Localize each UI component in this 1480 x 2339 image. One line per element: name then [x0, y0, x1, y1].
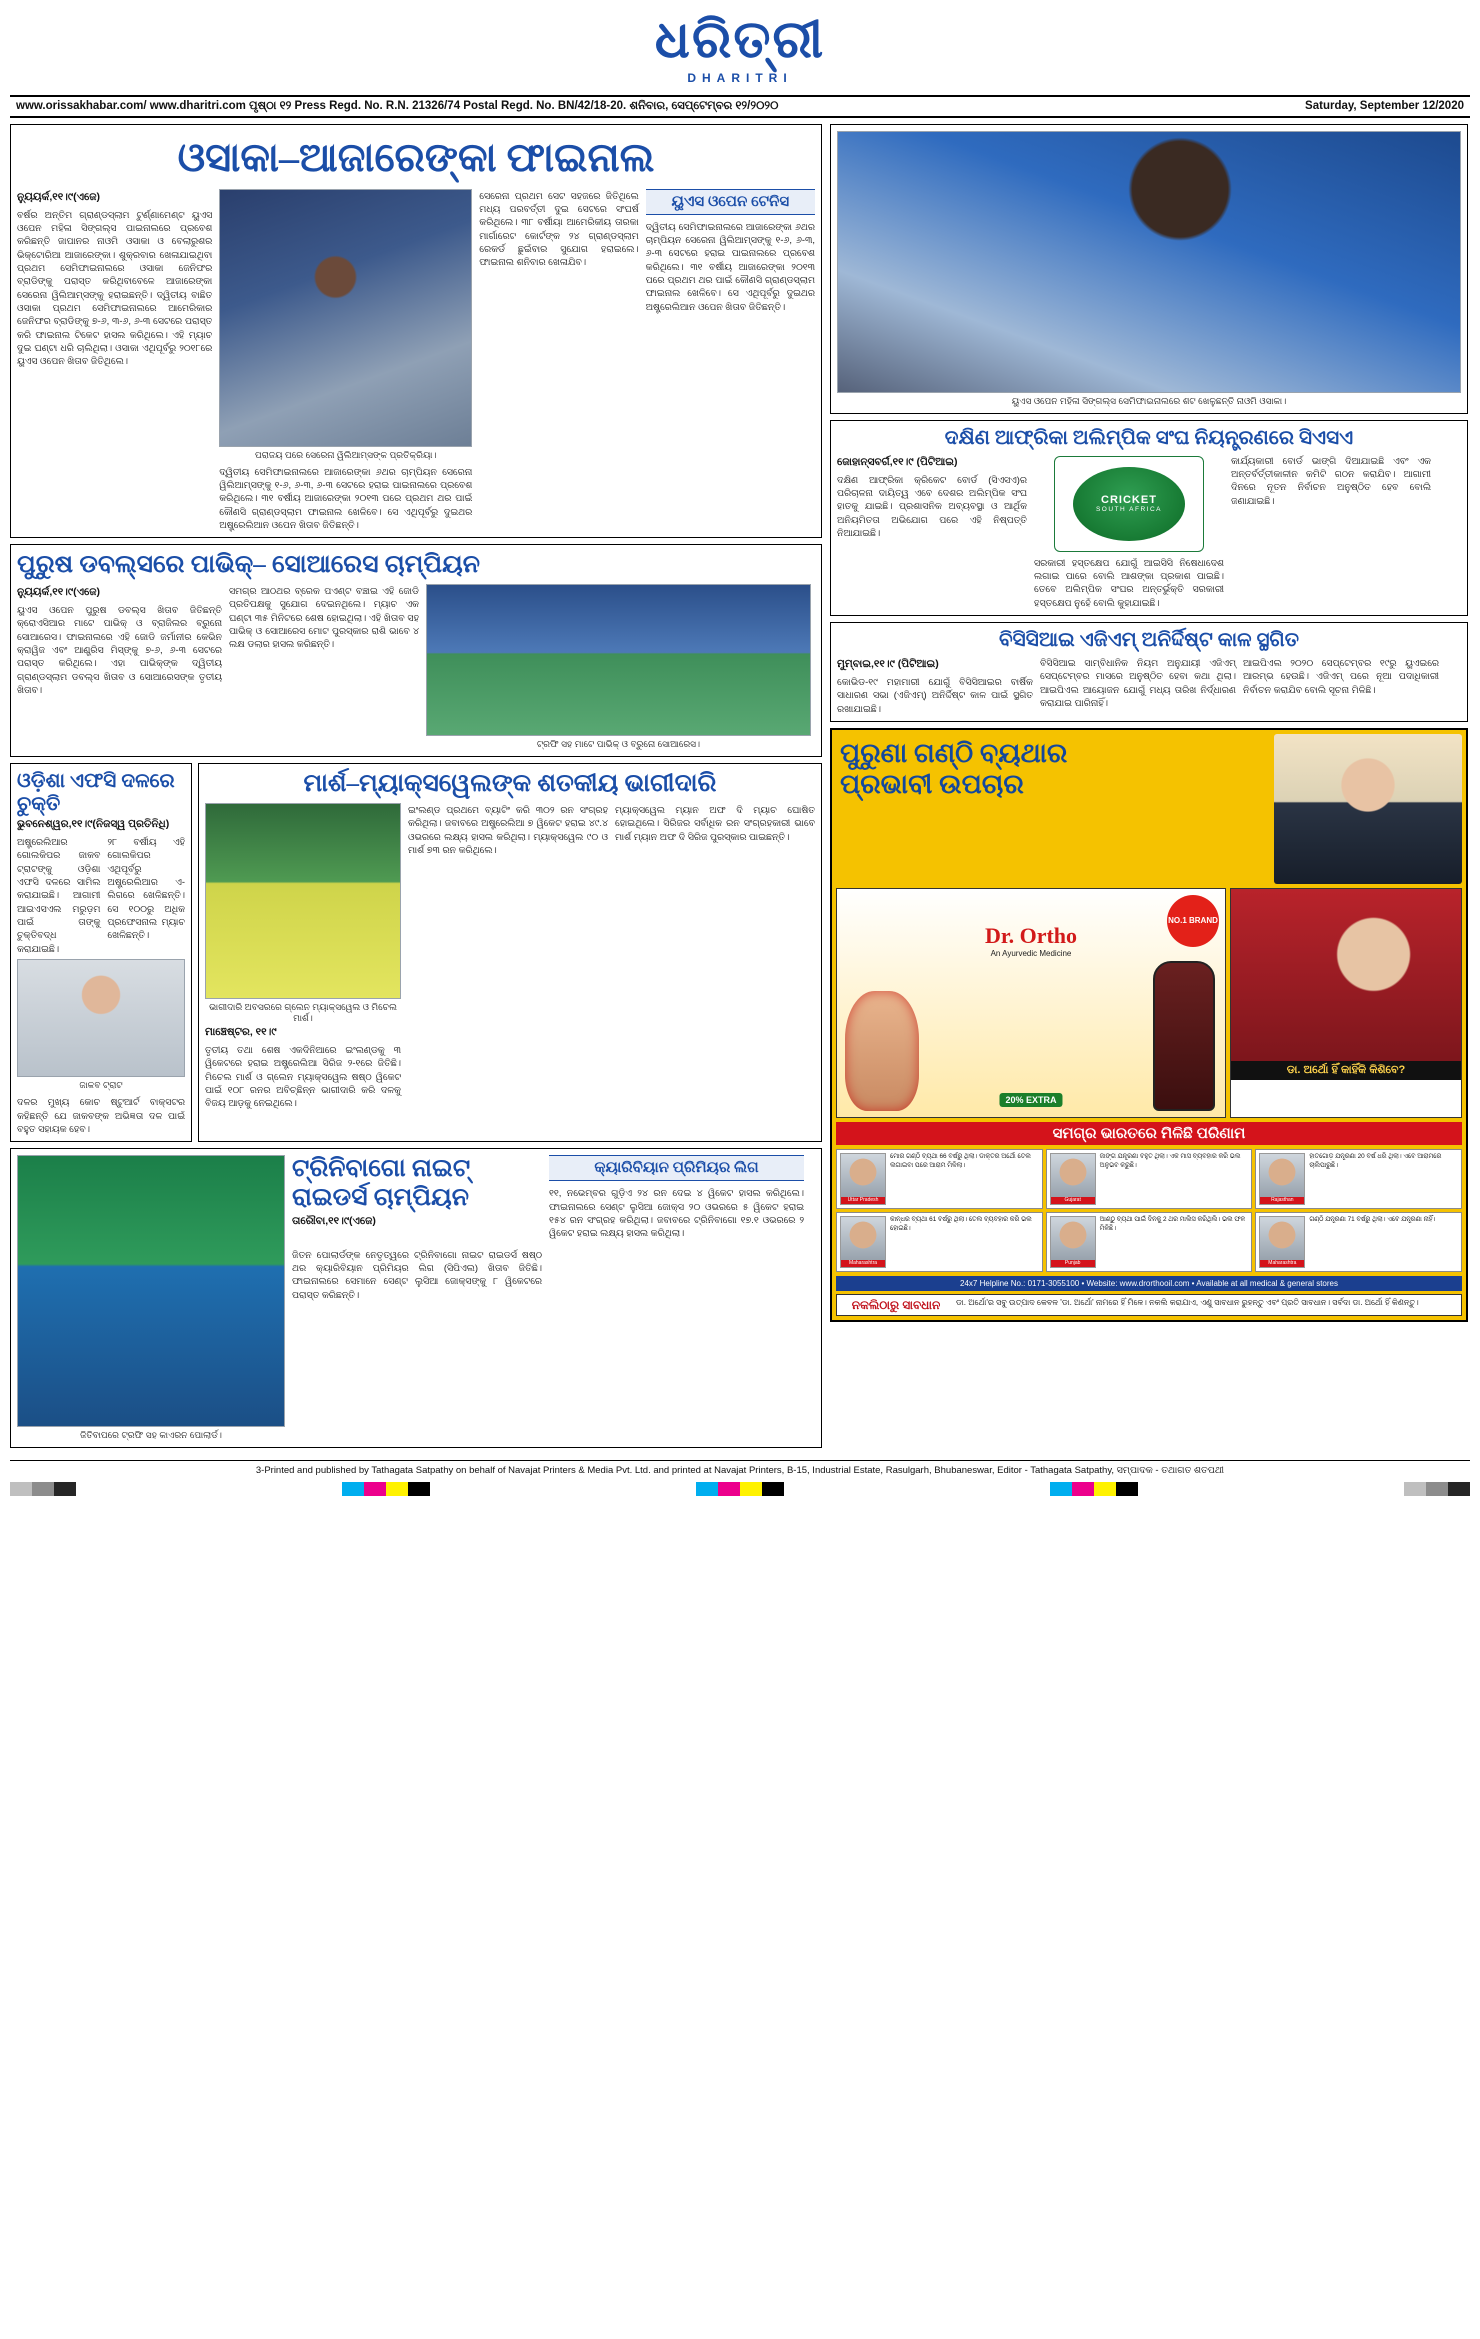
ad-header [836, 734, 1462, 884]
testimonial-state: Rajasthan [1260, 1197, 1304, 1205]
ad-no1-badge: NO.1 BRAND [1167, 895, 1219, 947]
south-africa-article [830, 420, 1468, 616]
ad-brand-subtitle: An Ayurvedic Medicine [990, 949, 1072, 958]
south-africa-column-1: ଦକ୍ଷିଣ ଆଫ୍ରିକା କ୍ରିକେଟ ବୋର୍ଡ (ସିଏସଏ)ର ପରିଚାଳନା ଦାୟିତ୍ୱ ଏବେ ଦେଶର ଅଲିମ୍ପିକ ସଂଘ ହାତକୁ ଯାଇଛି। ପ୍ରଶାସନିକ ଅବ୍ୟବସ୍ଥା ଓ ଆର୍ଥିକ ଅନିୟମିତତା ଅଭିଯୋଗ ପରେ ଏହି ନିଷ୍ପତ୍ତି ନିଆଯାଇଛି। [837, 473, 1027, 538]
testimonial-photo [1050, 1216, 1096, 1268]
ad-headline-line2: ପ୍ରଭାବୀ ଉପଚାର [840, 769, 1024, 800]
marsh-column-3: ମ୍ୟାକ୍ସୱେଲ ମ୍ୟାନ ଅଫ ଦି ମ୍ୟାଚ ଘୋଷିତ ହୋଇଥିଲେ। ସିରିଜର ସର୍ବାଧିକ ରନ ସଂଗ୍ରହକାରୀ ଭାବେ ମାର୍ଶ ମ୍ୟାନ ଅଫ ଦି ସିରିଜ ପୁରସ୍କାର ପାଇଛନ୍ତି। [615, 803, 815, 842]
color-bar-group [10, 1482, 76, 1496]
south-africa-dateline: ଜୋହାନ୍ସବର୍ଗ,୧୧।୯ (ପିଟିଆଇ) [837, 455, 958, 468]
doubles-article [10, 544, 822, 757]
color-bar-group [1404, 1482, 1470, 1496]
lead-dateline: ନ୍ୟୁୟର୍କ,୧୧।୯(ଏଜେ) [17, 190, 101, 203]
testimonial-item [836, 1212, 1043, 1272]
lead-column-2b: ଦ୍ୱିତୀୟ ସେମିଫାଇନାଲରେ ଆଜାରେଙ୍କା ୬ଥର ଚାମ୍ପିୟନ ସେରେନା ୱିଲିଆମ୍ସଙ୍କୁ ୧-୬, ୬-୩, ୬-୩ ସେଟରେ ହରାଇ ପାଇନାଲରେ ପ୍ରବେଶ କରିଥିଲେ। ୩୧ ବର୍ଷୀୟ ଆଜାରେଙ୍କା ୨୦୧୩ ପରେ ପ୍ରଥମ ଥର ପାଇଁ କୌଣସି ଗ୍ରାଣ୍ଡସ୍ଲାମ ଫାଇନାଲ ଖେଳିବେ। ସେ ଏଥିପୂର୍ବରୁ ଦୁଇଥର ଅଷ୍ଟ୍ରେଲିଆନ ଓପେନ ଖିତାବ ଜିତିଛନ୍ତି। [219, 465, 473, 530]
testimonial-state: Maharashtra [1260, 1260, 1304, 1268]
page-footer: 3-Printed and published by Tathagata Satpathy on behalf of Navajat Printers & Media Pvt. Ltd. and printed at Navajat Printers, B-15, Industrial Estate, Rasulgarh, Bhubaneswar, Editor - Tathagata Satpathy, ସମ୍ପାଦକ - ତଥାଗତ ଶତପଥୀ [10, 1460, 1470, 1478]
bcci-headline: ବିସିସିଆଇ ଏଜିଏମ୍ ଅନିର୍ଦ୍ଦିଷ୍ଟ କାଳ ସ୍ଥଗିତ [999, 628, 1299, 651]
odisha-photo-caption: ଜାକବ ଟ୍ରାଟ [79, 1080, 123, 1091]
testimonial-state: Uttar Pradesh [841, 1197, 885, 1205]
osaka-photo-block [830, 124, 1468, 414]
cpl-column-2: ୧୧, ନଭେମ୍ବର ଗୁଡ଼ିଏ ୨୪ ରନ ଦେଇ ୪ ୱିକେଟ ହାସଲ କରିଥିଲେ। ଫାଇନାଲରେ ସେଣ୍ଟ ଲୁସିଆ ଜୋକ୍ସ ୨୦ ଓଭରରେ ୫ ୱିକେଟ ହରାଇ ୧୫୪ ରନ ସଂଗ୍ରହ କରିଥିଲା। ଜବାବରେ ଟ୍ରିନିବାଗୋ ୧୭.୧ ଓଭରରେ ୨ ୱିକେଟ ହରାଇ ଲକ୍ଷ୍ୟ ହାସଲ କରିଥିଲା। [549, 1187, 804, 1239]
masthead-logo-subtitle: DHARITRI [687, 70, 793, 85]
masthead-logo: ଧରିତ୍ରୀ [654, 12, 826, 69]
marsh-column-1: ତୃତୀୟ ତଥା ଶେଷ ଏକଦିନିଆରେ ଇଂଲଣ୍ଡକୁ ୩ ୱିକେଟରେ ହରାଇ ଅଷ୍ଟ୍ରେଲିଆ ସିରିଜ ୨-୧ରେ ଜିତିଛି। ମିଚେଲ ମାର୍ଶ ଓ ଗ୍ଲେନ ମ୍ୟାକ୍ସୱେଲ ଷଷ୍ଠ ୱିକେଟ ପାଇଁ ୧୦୮ ରନର ଅବିଚ୍ଛିନ୍ନ ଭାଗୀଦାରି କରି ଦଳକୁ ବିଜୟ ଆଡ଼କୁ ନେଇଥିଲେ। [205, 1043, 401, 1109]
marsh-headline: ମାର୍ଶ–ମ୍ୟାକ୍ସୱେଲଙ୍କ ଶତକୀୟ ଭାଗୀଦାରି [303, 770, 717, 798]
ad-product-pack [836, 888, 1226, 1118]
marsh-article [198, 763, 822, 1142]
lead-headline: ଓସାକା–ଆଜାରେଙ୍କା ଫାଇନାଲ [177, 134, 655, 180]
lead-photo-caption: ପରାଜୟ ପରେ ସେରେନା ୱିଲିଆମ୍ସଙ୍କ ପ୍ରତିକ୍ରିୟା। [254, 449, 437, 460]
testimonial-item [836, 1149, 1043, 1209]
osaka-photo-caption: ୟୁଏସ ଓପେନ ମହିଳା ସିଙ୍ଗଲ୍ସ ସେମିଫାଇନାଲରେ ଶଟ ଖେଳୁଛନ୍ତି ନାଓମି ଓସାକା। [1011, 395, 1287, 406]
bcci-column-1: କୋଭିଡ-୧୯ ମହାମାରୀ ଯୋଗୁଁ ବିସିସିଆଇର ବାର୍ଷିକ ସାଧାରଣ ସଭା (ଏଜିଏମ୍) ଅନିର୍ଦ୍ଦିଷ୍ଟ କାଳ ପାଇଁ ସ୍ଥଗିତ ରଖାଯାଇଛି। [837, 675, 1033, 714]
osaka-photo [837, 131, 1461, 393]
odisha-column-2: ୨୮ ବର୍ଷୀୟ ଏହି ଗୋଲକିପର ଏଥିପୂର୍ବରୁ ଅଷ୍ଟ୍ରେଲିଆର ଏ-ଲିଗରେ ଖେଳିଛନ୍ତି। ସେ ୧୦୦ରୁ ଅଧିକ ପ୍ରଫେସନାଲ ମ୍ୟାଚ ଖେଳିଛନ୍ତି। [107, 836, 185, 941]
testimonial-text: ଗଣ୍ଠି ଯନ୍ତ୍ରଣା 71 ବର୍ଷରୁ ଥିଲା। ଏବେ ଯନ୍ତ୍ରଣା ନାହିଁ। [1309, 1216, 1436, 1223]
bcci-column-3: ଆଇପିଏଲ ୨୦୨୦ ସେପ୍ଟେମ୍ବର ୧୯ରୁ ୟୁଏଇରେ ଆରମ୍ଭ ହେଉଛି। ଏଜିଏମ୍ ପରେ ନୂଆ ପଦାଧିକାରୀ ନିର୍ବାଚନ କରାଯିବ ବୋଲି ସୂଚନା ମିଳିଛି। [1243, 656, 1439, 695]
cpl-headline: ଟ୍ରିନିବାଗୋ ନାଇଟ୍ ରାଇଡର୍ସ ଚାମ୍ପିୟନ [292, 1155, 471, 1211]
marsh-dateline: ମାଞ୍ଚେଷ୍ଟର, ୧୧।୯ [205, 1025, 277, 1038]
ad-headline-line1: ପୁରୁଣା ଗଣ୍ଠି ବ୍ୟଥାର [840, 738, 1068, 768]
ad-brand-name: Dr. Ortho [984, 923, 1078, 948]
ad-extra-badge: 20% EXTRA [999, 1093, 1062, 1107]
testimonial-photo [840, 1153, 886, 1205]
testimonial-text: ହାତଗୋଡ଼ ଯନ୍ତ୍ରଣା 20 ବର୍ଷ ଧରି ଥିଲା। ଏବେ ଆରାମରେ ଚାଲିପାରୁଛି। [1309, 1153, 1442, 1169]
masthead [0, 0, 1480, 87]
ad-testimonial-grid [836, 1149, 1462, 1272]
odisha-column-3: ଦଳର ମୁଖ୍ୟ କୋଚ ଷ୍ଟୁଆର୍ଟ ବାକ୍ସଟର କହିଛନ୍ତି ଯେ ଜାକବଙ୍କ ଅଭିଜ୍ଞତା ଦଳ ପାଇଁ ବହୁତ ସହାୟକ ହେବ। [17, 1096, 185, 1134]
testimonial-item [1046, 1212, 1253, 1272]
lead-column-1: ବର୍ଷର ଅନ୍ତିମ ଗ୍ରାଣ୍ଡସ୍ଲାମ ଟୁର୍ଣ୍ଣାମେଣ୍ଟ ୟୁଏସ ଓପେନ ମହିଳା ସିଙ୍ଗଲ୍ସ ପାଇନାଲରେ ପ୍ରବେଶ କରିଛନ୍ତି ଜାପାନର ନାଓମି ଓସାକା ଓ ବେଲାରୁଶର ଭିକ୍ଟୋରିଆ ଆଜାରେଙ୍କା। ଶୁକ୍ରବାର ଖେଳାଯାଇଥିବା ପ୍ରଥମ ସେମିଫାଇନାଲରେ ଓସାକା ଜେନିଫର ବ୍ରାଡିଙ୍କୁ ପରାସ୍ତ କରିଥିବାବେଳେ ଆଜାରେଙ୍କା ସେରେନା ୱିଲିଆମ୍ସଙ୍କୁ ହରାଇଛନ୍ତି। ଦ୍ୱିତୀୟ ବାଛିତ ଓସାକା ପ୍ରଥମ ସେମିଫାଇନାଲରେ ଆମେରିକାର ଜେନିଫର ବ୍ରାଡିଙ୍କୁ ୭-୬, ୩-୬, ୬-୩ ସେଟରେ ପରାସ୍ତ କରି ଫାଇନାଲ ଟିକେଟ ହାସଲ କରିଥିଲେ। ଏହି ମ୍ୟାଚ ଦୁଇ ଘଣ୍ଟା ଧରି ଚାଲିଥିଲା। ଓସାକା ଏଥିପୂର୍ବରୁ ୨୦୧୮ରେ ୟୁଏସ ଓପେନ ଖିତାବ ଜିତିଥିଲେ। [17, 208, 213, 367]
odisha-column-1: ଅଷ୍ଟ୍ରେଲିଆର ଗୋଲକିପର ଜାକବ ଟ୍ରାଟଙ୍କୁ ଓଡ଼ିଶା ଏଫସି ଦଳରେ ସାମିଲ କରାଯାଇଛି। ଆଗାମୀ ଆଇଏସଏଲ ମରୁଡ଼ମ ପାଇଁ ତାଙ୍କୁ ଚୁକ୍ତିବଦ୍ଧ କରାଯାଇଛି। [17, 836, 101, 954]
ad-bottle-illustration [1153, 961, 1215, 1111]
color-bar-group [696, 1482, 784, 1496]
ad-helpline[interactable]: 24x7 Helpline No.: 0171-3055100 • Website: www.drorthooil.com • Available at all medical & general stores [836, 1276, 1462, 1291]
cpl-kicker: କ୍ୟାରିବିୟାନ ପ୍ରିମିୟର ଲିଗ [549, 1155, 804, 1181]
testimonial-photo [840, 1216, 886, 1268]
bcci-dateline: ମୁମ୍ବାଇ,୧୧।୯ (ପିଟିଆଇ) [837, 657, 939, 670]
odisha-photo-goalkeeper [17, 959, 185, 1077]
marsh-photo-caption: ଭାଗୀଦାରି ଅବସରରେ ଗ୍ଲେନ ମ୍ୟାକ୍ସୱେଲ ଓ ମିଚେଲ ମାର୍ଶ। [209, 1001, 397, 1023]
bcci-column-2: ବିସିସିଆଇ ସାମ୍ବିଧାନିକ ନିୟମ ଅନୁଯାୟୀ ଏଜିଏମ୍ ସେପ୍ଟେମ୍ବର ମାସରେ ଅନୁଷ୍ଠିତ ହେବା କଥା ଥିଲା। ଆଇପିଏଲ ଆୟୋଜନ ଯୋଗୁଁ ମଧ୍ୟ ତାରିଖ ନିର୍ଦ୍ଧାରଣ କରାଯାଇ ପାରିନାହିଁ। [1040, 656, 1236, 708]
odisha-headline: ଓଡ଼ିଶା ଏଫସି ଦଳରେ ଚୁକ୍ତି [17, 770, 175, 816]
odisha-article [10, 763, 192, 1142]
ad-warning-label: ନକଲିଠାରୁ ସାବଧାନ [851, 1298, 941, 1312]
print-registration-bars [0, 1478, 1480, 1506]
lead-article [10, 124, 822, 539]
testimonial-state: Gujarat [1051, 1197, 1095, 1205]
marsh-column-2: ଇଂଲଣ୍ଡ ପ୍ରଥମେ ବ୍ୟାଟିଂ କରି ୩୦୨ ରନ ସଂଗ୍ରହ କରିଥିଲା। ଜବାବରେ ଅଷ୍ଟ୍ରେଲିଆ ୭ ୱିକେଟ ହରାଇ ୪୯.୪ ଓଭରରେ ଲକ୍ଷ୍ୟ ହାସଲ କରିଥିଲା। ମ୍ୟାକ୍ସୱେଲ ୯୦ ଓ ମାର୍ଶ ୭୩ ରନ କରିଥିଲେ। [408, 803, 608, 855]
lead-kicker: ୟୁଏସ ଓପେନ ଟେନିସ [646, 189, 815, 215]
doubles-dateline: ନ୍ୟୁୟର୍କ,୧୧।୯(ଏଜେ) [17, 586, 101, 599]
cpl-photo-caption: ଜିତିବାପରେ ଟ୍ରଫି ସହ କାଏରନ ପୋଲାର୍ଡ। [80, 1430, 222, 1441]
ad-celebrity-photo [1274, 734, 1462, 884]
testimonial-photo [1259, 1216, 1305, 1268]
ad-headline [836, 734, 1274, 884]
testimonial-item [1255, 1149, 1462, 1209]
doubles-column-1: ୟୁଏସ ଓପେନ ପୁରୁଷ ଡବଲ୍ସ ଖିତାବ ଜିତିଛନ୍ତି କ୍ରୋଏସିଆର ମାଟେ ପାଭିକ୍ ଓ ବ୍ରାଜିଲର ବ୍ରୁନୋ ସୋଆରେସ। ଫାଇନାଲରେ ଏହି ଜୋଡି ଜର୍ମାନୀର କେଭିନ କ୍ରାୱିଜ ଏବଂ ଆଣ୍ଡ୍ରିସ ମିସ୍‌ଙ୍କୁ ୭-୬, ୬-୩ ସେଟରେ ପରାସ୍ତ କରିଥିଲେ। ଏହା ପାଭିକ୍‌ଙ୍କ ଦ୍ୱିତୀୟ ଗ୍ରାଣ୍ଡସ୍ଲାମ ଡବଲ୍ସ ଖିତାବ ଓ ସୋଆରେସଙ୍କ ତୃତୀୟ ଖିତାବ। [17, 604, 222, 696]
south-africa-column-3: କାର୍ଯ୍ୟକାରୀ ବୋର୍ଡ ଭାଙ୍ଗି ଦିଆଯାଇଛି ଏବଂ ଏକ ଅନ୍ତର୍ବର୍ତ୍ତୀକାଳୀନ କମିଟି ଗଠନ କରାଯିବ। ଆଗାମୀ ଦିନରେ ନୂତନ ନିର୍ବାଚନ ଅନୁଷ୍ଠିତ ହେବ ବୋଲି ଜଣାଯାଇଛି। [1231, 454, 1431, 506]
cpl-column-1: ଜିତନ ପୋଲାର୍ଡଙ୍କ ନେତୃତ୍ୱରେ ଟ୍ରିନିବାଗୋ ନାଇଟ ରାଇଡର୍ସ ଷଷ୍ଠ ଥର କ୍ୟାରିବିୟାନ ପ୍ରିମିୟର ଲିଗ (ସିପିଏଲ) ଖିତାବ ଜିତିଛି। ଫାଇନାଲରେ ସେମାନେ ସେଣ୍ଟ ଲୁସିଆ ଜୋକ୍ସଙ୍କୁ ୮ ୱିକେଟରେ ପରାସ୍ତ କରିଛନ୍ତି। [292, 1248, 542, 1300]
testimonial-state: Punjab [1051, 1260, 1095, 1268]
csa-logo-text-primary: CRICKET [1101, 494, 1157, 507]
advertisement-dr-ortho[interactable] [830, 728, 1468, 1322]
cpl-dateline: ତାରୌବା,୧୧।୯(ଏଜେ) [292, 1214, 376, 1227]
color-bar-group [1050, 1482, 1138, 1496]
south-africa-headline: ଦକ୍ଷିଣ ଆଫ୍ରିକା ଅଲିମ୍ପିକ ସଂଘ ନିୟନ୍ତ୍ରଣରେ ସିଏସଏ [944, 426, 1354, 449]
south-africa-column-2: ସରକାରୀ ହସ୍ତକ୍ଷେପ ଯୋଗୁଁ ଆଇସିସି ନିଷେଧାଦେଶ ଲଗାଇ ପାରେ ବୋଲି ଆଶଙ୍କା ପ୍ରକାଶ ପାଇଛି। ତେବେ ଅଲିମ୍ପିକ ସଂଘର ଅନ୍ତର୍ଭୁକ୍ତି ସରକାରୀ ହସ୍ତକ୍ଷେପ ନୁହେଁ ବୋଲି କୁହାଯାଇଛି। [1034, 556, 1224, 608]
lead-column-4: ଦ୍ୱିତୀୟ ସେମିଫାଇନାଲରେ ଆଜାରେଙ୍କା ୬ଥର ଚାମ୍ପିୟନ ସେରେନା ୱିଲିଆମ୍ସଙ୍କୁ ୧-୬, ୬-୩, ୬-୩ ସେଟରେ ହରାଇ ପାଇନାଲରେ ପ୍ରବେଶ କରିଥିଲେ। ୩୧ ବର୍ଷୀୟ ଆଜାରେଙ୍କା ୨୦୧୩ ପରେ ପ୍ରଥମ ଥର ପାଇଁ କୌଣସି ଗ୍ରାଣ୍ଡସ୍ଲାମ ଫାଇନାଲ ଖେଳିବେ। ସେ ଏଥିପୂର୍ବରୁ ଦୁଇଥର ଅଷ୍ଟ୍ରେଲିଆନ ଓପେନ ଖିତାବ ଜିତିଛନ୍ତି। [645, 220, 815, 312]
masthead-websites: www.orissakhabar.com/ www.dharitri.com ପୃଷ୍ଠା ୧୨ Press Regd. No. R.N. 21326/74 Postal Regd. No. BN/42/18-20. ଶନିବାର, ସେପ୍ଟେମ୍ବର ୧୨/୨୦୨୦ [16, 99, 779, 112]
masthead-date: Saturday, September 12/2020 [1305, 100, 1464, 113]
testimonial-text: ମୋର ଗଣ୍ଠି ବ୍ୟଥା 66 ବର୍ଷରୁ ଥିଲା। ଡାକ୍ତର ଅର୍ଥୋ ତେଲ ଲଗାଇବା ପରେ ଆରାମ ମିଳିଲା। [890, 1153, 1031, 1169]
testimonial-photo [1050, 1153, 1096, 1205]
ad-doctor-caption: ଡା. ଅର୍ଥୋ ହିଁ କାହିଁକି କିଶିବେ? [1231, 1061, 1461, 1080]
marsh-photo [205, 803, 401, 999]
csa-logo-text-secondary: SOUTH AFRICA [1095, 506, 1163, 514]
doubles-headline: ପୁରୁଷ ଡବଲ୍ସରେ ପାଭିକ୍‌– ସୋଆରେସ ଚାମ୍ପିୟନ [17, 551, 480, 579]
lead-photo-serena [219, 189, 472, 447]
testimonial-photo [1259, 1153, 1305, 1205]
doubles-photo-caption: ଟ୍ରଫି ସହ ମାଟେ ପାଭିକ୍ ଓ ବ୍ରୁନୋ ସୋଆରେସ। [536, 739, 701, 750]
cricket-south-africa-logo [1054, 456, 1204, 552]
cpl-photo-pollard [17, 1155, 285, 1427]
bcci-article [830, 622, 1468, 722]
testimonial-text: ଜାଙ୍ଗ ଯନ୍ତ୍ରଣା ବହୁତ ଥିଲା। ଏକ ମାସ ବ୍ୟବହାର କରି ଭଲ ଅନୁଭବ କରୁଛି। [1099, 1153, 1241, 1169]
testimonial-text: ଆଣ୍ଠୁ ବ୍ୟଥା ପାଇଁ ଦିନକୁ 2 ଥର ମାଲିସ କରିଥିଲି। ଭଲ ଫଳ ମିଳିଛି। [1099, 1216, 1246, 1232]
ad-warning-text: ଡା. ଅର୍ଥୋ'ର ସବୁ ଉତ୍ପାଦ କେବଳ 'ଡା. ଅର୍ଥୋ' ନାମରେ ହିଁ ମିଳେ। ନକଲି କରାଯାଏ, ଏଣୁ ସାବଧାନ ରୁହନ୍ତୁ ଏବଂ ପ୍ରତି ସାବଧାନ। ସର୍ବଦା ଡା. ଅର୍ଥୋ ହିଁ କିଣନ୍ତୁ। [956, 1298, 1419, 1307]
ad-doctor-panel [1230, 888, 1462, 1118]
doubles-photo [426, 584, 811, 736]
ad-warning-block [836, 1294, 1462, 1316]
testimonial-state: Maharashtra [841, 1260, 885, 1268]
color-bar-group [342, 1482, 430, 1496]
ad-leg-illustration [845, 991, 919, 1111]
odisha-dateline: ଭୁବନେଶ୍ୱର,୧୧।୯(ନିଜସ୍ୱ ପ୍ରତିନିଧି) [17, 818, 170, 831]
ad-results-strip: ସମଗ୍ର ଭାରତରେ ମିଳିଛି ପରିଣାମ [836, 1122, 1462, 1145]
lead-column-3: ସେରେନା ପ୍ରଥମ ସେଟ ସହଜରେ ଜିତିଥିଲେ ମଧ୍ୟ ପରବର୍ତ୍ତୀ ଦୁଇ ସେଟରେ ସଂଘର୍ଷ କରିଥିଲେ। ୩୮ ବର୍ଷୀୟା ଆମେରିକୀୟ ତାରକା ମାର୍ଗାରେଟ କୋର୍ଟଙ୍କ ୨୪ ଗ୍ରାଣ୍ଡସ୍ଲାମ ରେକର୍ଡ ଛୁଇଁବାର ସୁଯୋଗ ହରାଇଲେ। ଫାଇନାଲ ଶନିବାର ଖେଳାଯିବ। [479, 189, 639, 268]
testimonial-item [1255, 1212, 1462, 1272]
ad-doctor-photo [1231, 889, 1461, 1061]
ad-product-row [836, 888, 1462, 1118]
doubles-column-2: ସମଗ୍ର ଆଠଥର ବ୍ରେକ ପଏଣ୍ଟ ବଞ୍ଚାଇ ଏହି ଜୋଡି ପ୍ରତିପକ୍ଷକୁ ସୁଯୋଗ ଦେଇନଥିଲେ। ମ୍ୟାଚ ଏକ ଘଣ୍ଟା ୩୫ ମିନିଟରେ ଶେଷ ହୋଇଥିଲା। ଏହି ଖିତାବ ସହ ପାଭିକ୍ ଓ ସୋଆରେସ ମୋଟ ପୁରସ୍କାର ରାଶି ଭାବେ ୪ ଲକ୍ଷ ଡଲାର ହାସଲ କରିଛନ୍ତି। [229, 585, 419, 650]
testimonial-item [1046, 1149, 1253, 1209]
cpl-article [10, 1148, 822, 1448]
masthead-info-bar [10, 95, 1470, 118]
testimonial-text: କାନ୍ଧର ବ୍ୟଥା 61 ବର୍ଷରୁ ଥିଲା। ତେଲ ବ୍ୟବହାର କରି ଭଲ ହୋଇଛି। [890, 1216, 1032, 1232]
